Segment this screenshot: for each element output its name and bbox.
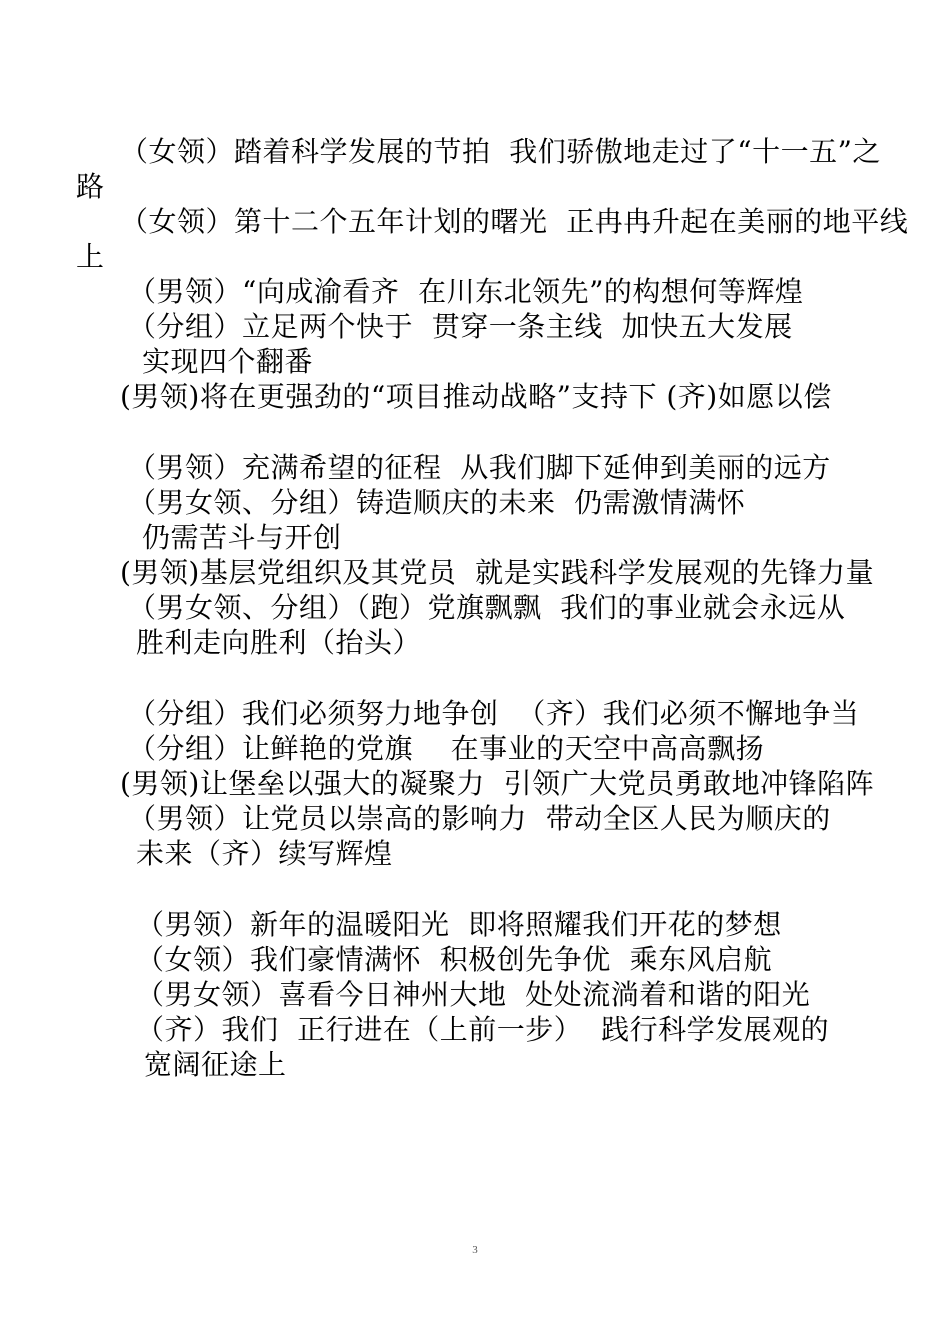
text-line: 上 [76,240,105,273]
text-line: 胜利走向胜利（抬头） [136,626,422,659]
text-line: 仍需苦斗与开创 [142,521,342,554]
text-line: (男领)基层党组织及其党员 就是实践科学发展观的先锋力量 [120,556,875,589]
text-line: （女领）我们豪情满怀 积极创先争优 乘东风启航 [136,943,773,976]
text-line: （男领）充满希望的征程 从我们脚下延伸到美丽的远方 [128,451,831,484]
text-line: （分组）我们必须努力地争创 （齐）我们必须不懈地争当 [128,697,860,730]
text-line: （男领）新年的温暖阳光 即将照耀我们开花的梦想 [136,908,782,941]
text-line: （男女领、分组）（跑）党旗飘飘 我们的事业就会永远从 [128,591,846,624]
text-line: （男女领、分组）铸造顺庆的未来 仍需激情满怀 [128,486,746,519]
text-line: （齐）我们 正行进在（上前一步） 践行科学发展观的 [136,1013,830,1046]
text-line: (男领)将在更强劲的“项目推动战略”支持下 (齐)如愿以偿 [120,380,832,413]
text-line: （分组）立足两个快于 贯穿一条主线 加快五大发展 [128,310,793,343]
text-line: 路 [76,170,105,203]
text-line: (男领)让堡垒以强大的凝聚力 引领广大党员勇敢地冲锋陷阵 [120,767,875,800]
text-line: （男领）“向成渝看齐 在川东北领先”的构想何等辉煌 [128,275,804,308]
text-line: 实现四个翻番 [142,345,314,378]
page-number: 3 [472,1244,478,1256]
text-line: （女领）踏着科学发展的节拍 我们骄傲地走过了“十一五”之 [120,135,881,168]
text-line: （女领）第十二个五年计划的曙光 正冉冉升起在美丽的地平线 [120,205,909,238]
text-line: （分组）让鲜艳的党旗 在事业的天空中高高飘扬 [128,732,765,765]
text-line: 未来（齐）续写辉煌 [136,837,393,870]
text-line: （男女领）喜看今日神州大地 处处流淌着和谐的阳光 [136,978,811,1011]
text-line: 宽阔征途上 [144,1048,287,1081]
text-line: （男领）让党员以崇高的影响力 带动全区人民为顺庆的 [128,802,831,835]
